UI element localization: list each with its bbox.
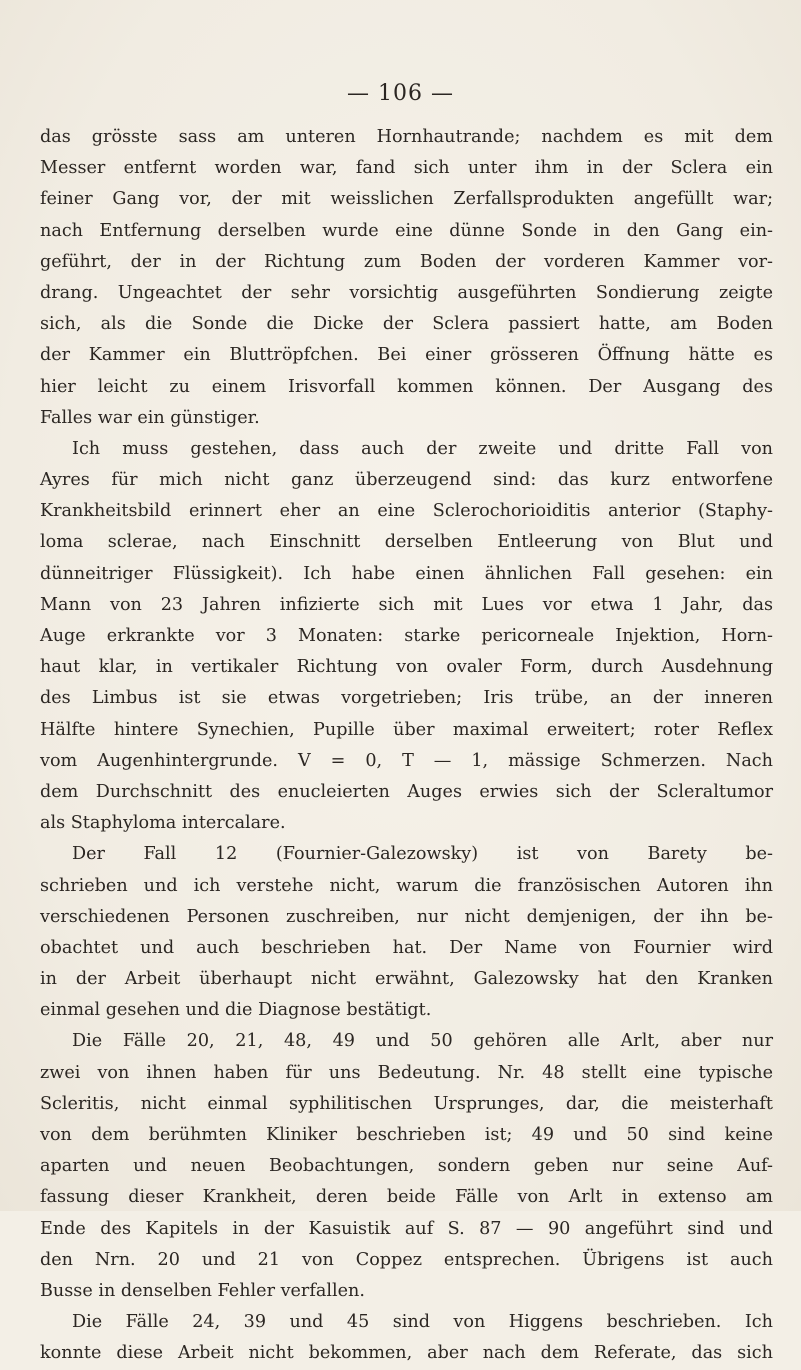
text-line: Ayres für mich nicht ganz überzeugend sind: das kurz entworfene bbox=[40, 470, 773, 491]
text-line: geführt, der in der Richtung zum Boden der vorderen Kammer vor- bbox=[40, 251, 773, 272]
text-line: drang. Ungeachtet der sehr vorsichtig ausgeführten Sondierung zeigte bbox=[40, 282, 773, 303]
text-line: in der Arbeit überhaupt nicht erwähnt, Galezowsky hat den Kranken bbox=[40, 969, 773, 990]
text-line: feiner Gang vor, der mit weisslichen Zerfallsprodukten angefüllt war; bbox=[40, 189, 773, 210]
text-line: Ende des Kapitels in der Kasuistik auf S. 87 — 90 angeführt sind und bbox=[40, 1218, 773, 1239]
text-line: Falles war ein günstiger. bbox=[40, 407, 260, 428]
text-line: haut klar, in vertikaler Richtung von ovaler Form, durch Ausdehnung bbox=[40, 657, 773, 678]
text-line: sich, als die Sonde die Dicke der Sclera passiert hatte, am Boden bbox=[40, 314, 773, 335]
text-line: des Limbus ist sie etwas vorgetrieben; Iris trübe, an der inneren bbox=[40, 688, 773, 709]
text-line: Mann von 23 Jahren infizierte sich mit Lues vor etwa 1 Jahr, das bbox=[40, 594, 773, 615]
paragraph-start-line: Ich muss gestehen, dass auch der zweite und dritte Fall von bbox=[72, 438, 773, 459]
text-line: dünneitriger Flüssigkeit). Ich habe einen ähnlichen Fall gesehen: ein bbox=[40, 563, 773, 584]
text-line: aparten und neuen Beobachtungen, sondern geben nur seine Auf- bbox=[40, 1156, 773, 1177]
text-line: verschiedenen Personen zuschreiben, nur nicht demjenigen, der ihn be- bbox=[40, 906, 773, 927]
text-line: dem Durchschnitt des enucleierten Auges erwies sich der Scleraltumor bbox=[40, 781, 773, 802]
text-line: obachtet und auch beschrieben hat. Der Name von Fournier wird bbox=[40, 937, 773, 958]
text-line: zwei von ihnen haben für uns Bedeutung. Nr. 48 stellt eine typische bbox=[40, 1062, 773, 1083]
body-text bbox=[40, 122, 773, 1370]
text-line: fassung dieser Krankheit, deren beide Fälle von Arlt in extenso am bbox=[40, 1187, 773, 1208]
text-line: nach Entfernung derselben wurde eine dünne Sonde in den Gang ein- bbox=[40, 220, 773, 241]
paragraph-start-line: Der Fall 12 (Fournier-Galezowsky) ist von Barety be- bbox=[72, 844, 773, 865]
page-number: — 106 — bbox=[347, 81, 454, 106]
text-line: als Staphyloma intercalare. bbox=[40, 813, 286, 834]
text-line: schrieben und ich verstehe nicht, warum die französischen Autoren ihn bbox=[40, 875, 773, 896]
text-line: hier leicht zu einem Irisvorfall kommen können. Der Ausgang des bbox=[40, 376, 773, 397]
text-line: Messer entfernt worden war, fand sich unter ihm in der Sclera ein bbox=[40, 158, 773, 179]
text-line: Scleritis, nicht einmal syphilitischen Ursprunges, dar, die meisterhaft bbox=[40, 1093, 773, 1114]
text-line: vom Augenhintergrunde. V = 0, T — 1, mässige Schmerzen. Nach bbox=[40, 750, 773, 771]
paragraph-start-line: Die Fälle 20, 21, 48, 49 und 50 gehören alle Arlt, aber nur bbox=[72, 1031, 773, 1052]
text-line: einmal gesehen und die Diagnose bestätigt. bbox=[40, 1000, 432, 1021]
text-line: von dem berühmten Kliniker beschrieben ist; 49 und 50 sind keine bbox=[40, 1125, 773, 1145]
text-line: Hälfte hintere Synechien, Pupille über maximal erweitert; roter Reflex bbox=[40, 719, 773, 740]
text-line: Auge erkrankte vor 3 Monaten: starke pericorneale Injektion, Horn- bbox=[40, 626, 773, 646]
text-line: loma sclerae, nach Einschnitt derselben Entleerung von Blut und bbox=[40, 532, 773, 553]
text-line: Krankheitsbild erinnert eher an eine Sclerochorioiditis anterior (Staphy- bbox=[40, 501, 773, 522]
paragraph-start-line: Die Fälle 24, 39 und 45 sind von Higgens beschrieben. Ich bbox=[72, 1312, 773, 1333]
text-line: den Nrn. 20 und 21 von Coppez entsprechen. Übrigens ist auch bbox=[40, 1249, 773, 1270]
text-line: konnte diese Arbeit nicht bekommen, aber nach dem Referate, das sich bbox=[40, 1343, 773, 1364]
text-line: Busse in denselben Fehler verfallen. bbox=[40, 1280, 365, 1301]
text-line: der Kammer ein Bluttröpfchen. Bei einer grösseren Öffnung hätte es bbox=[40, 345, 773, 366]
text-line: das grösste sass am unteren Hornhautrande; nachdem es mit dem bbox=[40, 127, 773, 147]
